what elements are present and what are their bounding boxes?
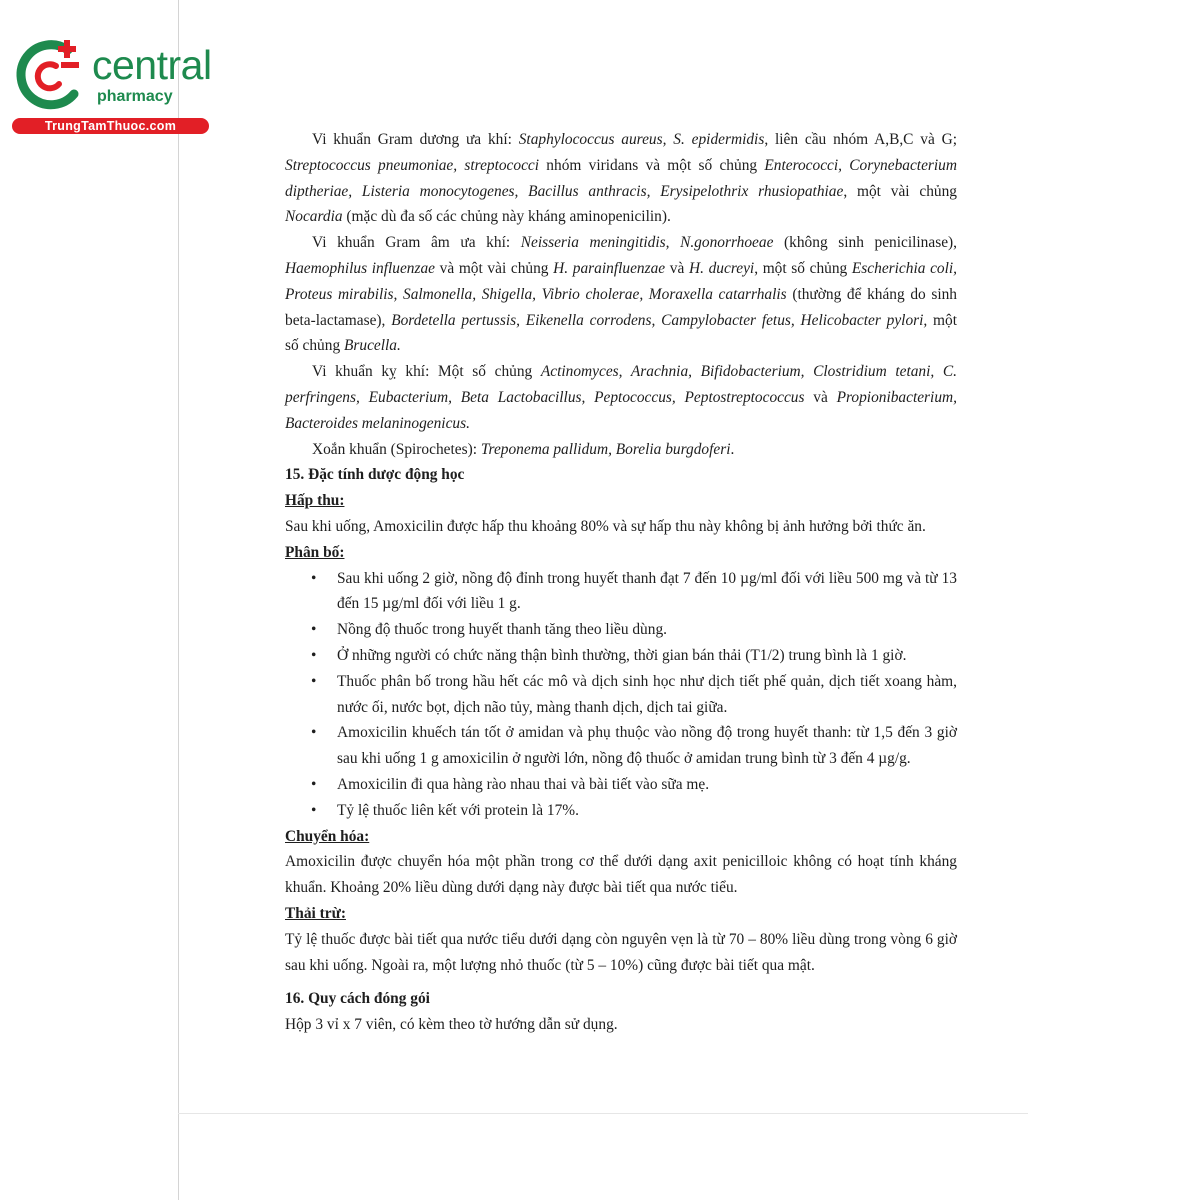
absorption-heading: Hấp thu:	[285, 492, 345, 510]
scan-bottom-rule	[178, 1113, 1028, 1114]
distribution-list	[285, 566, 957, 824]
distribution-heading: Phân bố:	[285, 543, 345, 561]
list-item: • Sau khi uống 2 giờ, nồng độ đỉnh trong huyết thanh đạt 7 đến 10 µg/ml đối với liều 500 mg và từ 13 đến 15 µg/ml đối với liều 1 g.	[337, 566, 957, 618]
anaerobic-paragraph: Vi khuẩn kỵ khí: Một số chủng Actinomyces, Arachnia, Bifidobacterium, Clostridium tetani, C. perfringens, Eubacterium, Beta Lactobacillus, Peptococcus, Peptostreptococcus và Propionibacterium, Bacteroides melaninogenicus.	[285, 363, 957, 432]
gram-positive-paragraph: Vi khuẩn Gram dương ưa khí: Staphylococcus aureus, S. epidermidis, liên cầu nhóm A,B,C và G; Streptococcus pneumoniae, streptococci nhóm viridans và một số chủng Enterococci, Corynebacterium diptheriae, Listeria monocytogenes, Bacillus anthracis, Erysipelothrix rhusiopathiae, một vài chủng Nocardia (mặc dù đa số các chủng này kháng aminopenicilin).	[285, 131, 958, 226]
central-pharmacy-logo[interactable]	[8, 36, 213, 136]
list-item: • Tỷ lệ thuốc liên kết với protein là 17%.	[337, 798, 957, 824]
list-item: • Nồng độ thuốc trong huyết thanh tăng theo liều dùng.	[337, 617, 957, 643]
absorption-text: Sau khi uống, Amoxicilin được hấp thu khoảng 80% và sự hấp thu này không bị ảnh hưởng bởi thức ăn.	[285, 517, 926, 535]
metabolism-text: Amoxicilin được chuyển hóa một phần trong cơ thể dưới dạng axit penicilloic không có hoạt tính kháng khuẩn. Khoảng 20% liều dùng dưới dạng này được bài tiết qua nước tiểu.	[285, 853, 957, 897]
list-item: • Ở những người có chức năng thận bình thường, thời gian bán thải (T1/2) trung bình là 1 giờ.	[337, 643, 957, 669]
list-item: • Thuốc phân bố trong hầu hết các mô và dịch sinh học như dịch tiết phế quản, dịch tiết xoang hàm, nước ối, nước bọt, dịch não tủy, màng thanh dịch, dịch tai giữa.	[337, 669, 957, 721]
pharmacy-c-cross-icon	[12, 38, 86, 112]
section-15-title: 15. Đặc tính dược động học	[285, 466, 465, 484]
elimination-text: Tỷ lệ thuốc được bài tiết qua nước tiểu dưới dạng còn nguyên vẹn là từ 70 – 80% liều dùng trong vòng 6 giờ sau khi uống. Ngoài ra, một lượng nhỏ thuốc (từ 5 – 10%) cũng được bài tiết qua mật.	[285, 930, 957, 974]
brand-url-badge[interactable]: TrungTamThuoc.com	[12, 118, 209, 134]
packaging-text: Hộp 3 vỉ x 7 viên, có kèm theo tờ hướng dẫn sử dụng.	[285, 1016, 618, 1034]
list-item: • Amoxicilin khuếch tán tốt ở amidan và phụ thuộc vào nồng độ trong huyết thanh: từ 1,5 đến 3 giờ sau khi uống 1 g amoxicilin ở người lớn, nồng độ thuốc ở amidan trung bình từ 3 đến 4 µg/g.	[337, 720, 957, 772]
brand-subtitle: pharmacy	[97, 88, 173, 105]
scan-page-edge	[178, 0, 179, 1200]
spirochetes-paragraph: Xoắn khuẩn (Spirochetes): Treponema pallidum, Borelia burgdoferi.	[312, 440, 735, 458]
elimination-heading: Thải trừ:	[285, 904, 346, 922]
brand-name: central	[92, 42, 212, 88]
section-16-title: 16. Quy cách đóng gói	[285, 990, 430, 1008]
gram-negative-paragraph: Vi khuẩn Gram âm ưa khí: Neisseria meningitidis, N.gonorrhoeae (không sinh penicilinase), Haemophilus influenzae và một vài chủng H. parainfluenzae và H. ducreyi, một số chủng Escherichia coli, Proteus mirabilis, Salmonella, Shigella, Vibrio cholerae, Moraxella catarrhalis (thường để kháng do sinh beta-lactamase), Bordetella pertussis, Eikenella corrodens, Campylobacter fetus, Helicobacter pylori, một số chủng Brucella.	[285, 234, 958, 355]
document-body	[285, 127, 957, 1038]
metabolism-heading: Chuyển hóa:	[285, 827, 370, 845]
list-item: • Amoxicilin đi qua hàng rào nhau thai và bài tiết vào sữa mẹ.	[337, 772, 957, 798]
